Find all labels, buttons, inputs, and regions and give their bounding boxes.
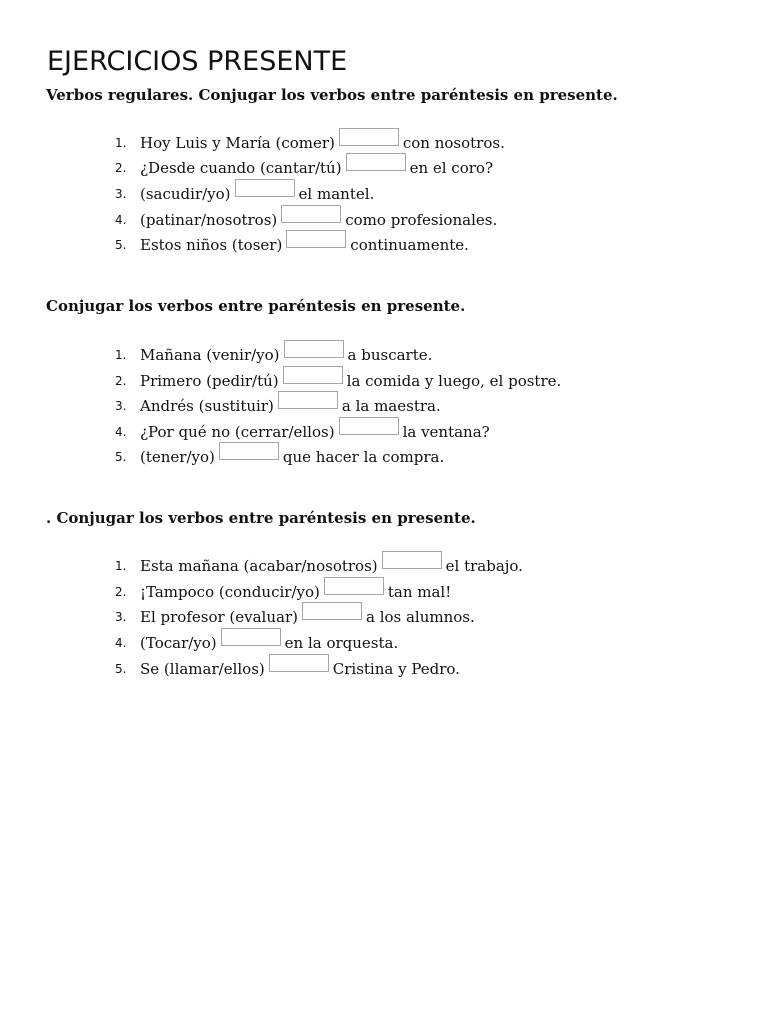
item-number: 4. bbox=[115, 213, 127, 227]
item-prompt: Estos niños (toser) bbox=[140, 236, 283, 254]
item-prompt: Esta mañana (acabar/nosotros) bbox=[140, 557, 378, 575]
answer-field-2-1[interactable] bbox=[284, 340, 344, 358]
exercise-2-1 bbox=[115, 342, 432, 368]
item-continuation: a buscarte. bbox=[347, 346, 433, 364]
item-continuation: la ventana? bbox=[402, 423, 490, 441]
exercise-1-1 bbox=[115, 130, 505, 156]
item-continuation: el trabajo. bbox=[445, 557, 523, 575]
answer-field-3-5[interactable] bbox=[269, 654, 329, 672]
item-continuation: tan mal! bbox=[387, 583, 452, 601]
exercise-2-2 bbox=[115, 368, 561, 394]
exercise-3-3 bbox=[115, 604, 475, 630]
item-continuation: a los alumnos. bbox=[365, 608, 475, 626]
answer-field-2-4[interactable] bbox=[339, 417, 399, 435]
answer-field-2-2[interactable] bbox=[283, 366, 343, 384]
exercise-2-5 bbox=[115, 444, 444, 470]
item-number: 1. bbox=[115, 348, 127, 362]
item-prompt: (Tocar/yo) bbox=[140, 634, 217, 652]
answer-field-1-1[interactable] bbox=[339, 128, 399, 146]
item-continuation: la comida y luego, el postre. bbox=[346, 372, 562, 390]
section-3-heading: . Conjugar los verbos entre paréntesis en presente. bbox=[46, 509, 476, 527]
item-number: 2. bbox=[115, 585, 127, 599]
item-number: 5. bbox=[115, 662, 127, 676]
item-number: 1. bbox=[115, 559, 127, 573]
exercise-2-3 bbox=[115, 393, 441, 419]
exercise-3-1 bbox=[115, 553, 523, 579]
section-2-heading: Conjugar los verbos entre paréntesis en presente. bbox=[46, 297, 466, 315]
answer-field-3-4[interactable] bbox=[221, 628, 281, 646]
item-prompt: Primero (pedir/tú) bbox=[140, 372, 279, 390]
item-continuation: a la maestra. bbox=[341, 397, 441, 415]
answer-field-1-4[interactable] bbox=[281, 205, 341, 223]
item-continuation: Cristina y Pedro. bbox=[332, 660, 460, 678]
exercise-1-2 bbox=[115, 155, 493, 181]
answer-field-2-5[interactable] bbox=[219, 442, 279, 460]
item-continuation: continuamente. bbox=[350, 236, 469, 254]
answer-field-1-5[interactable] bbox=[286, 230, 346, 248]
item-number: 4. bbox=[115, 425, 127, 439]
exercise-1-5 bbox=[115, 232, 469, 258]
item-number: 3. bbox=[115, 187, 127, 201]
item-prompt: ¿Por qué no (cerrar/ellos) bbox=[140, 423, 335, 441]
item-continuation: en la orquesta. bbox=[284, 634, 399, 652]
item-prompt: (sacudir/yo) bbox=[140, 185, 231, 203]
exercise-3-2 bbox=[115, 579, 451, 605]
item-prompt: (tener/yo) bbox=[140, 448, 215, 466]
exercise-3-4 bbox=[115, 630, 398, 656]
exercise-3-5 bbox=[115, 656, 460, 682]
item-number: 2. bbox=[115, 374, 127, 388]
answer-field-1-2[interactable] bbox=[346, 153, 406, 171]
answer-field-2-3[interactable] bbox=[278, 391, 338, 409]
item-prompt: Andrés (sustituir) bbox=[140, 397, 274, 415]
item-number: 4. bbox=[115, 636, 127, 650]
item-prompt: El profesor (evaluar) bbox=[140, 608, 298, 626]
item-number: 2. bbox=[115, 161, 127, 175]
item-continuation: como profesionales. bbox=[345, 211, 498, 229]
item-prompt: ¡Tampoco (conducir/yo) bbox=[140, 583, 320, 601]
item-prompt: Hoy Luis y María (comer) bbox=[140, 134, 335, 152]
item-number: 3. bbox=[115, 399, 127, 413]
page-title: EJERCICIOS PRESENTE bbox=[47, 46, 348, 77]
item-prompt: ¿Desde cuando (cantar/tú) bbox=[140, 159, 342, 177]
item-number: 5. bbox=[115, 238, 127, 252]
item-continuation: en el coro? bbox=[409, 159, 493, 177]
item-continuation: el mantel. bbox=[298, 185, 375, 203]
item-number: 5. bbox=[115, 450, 127, 464]
item-number: 3. bbox=[115, 610, 127, 624]
item-continuation: con nosotros. bbox=[402, 134, 505, 152]
item-prompt: (patinar/nosotros) bbox=[140, 211, 278, 229]
item-number: 1. bbox=[115, 136, 127, 150]
answer-field-3-2[interactable] bbox=[324, 577, 384, 595]
exercise-1-3 bbox=[115, 181, 374, 207]
section-1-heading: Verbos regulares. Conjugar los verbos entre paréntesis en presente. bbox=[46, 86, 618, 104]
answer-field-1-3[interactable] bbox=[235, 179, 295, 197]
item-prompt: Se (llamar/ellos) bbox=[140, 660, 265, 678]
answer-field-3-3[interactable] bbox=[302, 602, 362, 620]
item-prompt: Mañana (venir/yo) bbox=[140, 346, 280, 364]
answer-field-3-1[interactable] bbox=[382, 551, 442, 569]
item-continuation: que hacer la compra. bbox=[282, 448, 445, 466]
exercise-2-4 bbox=[115, 419, 490, 445]
